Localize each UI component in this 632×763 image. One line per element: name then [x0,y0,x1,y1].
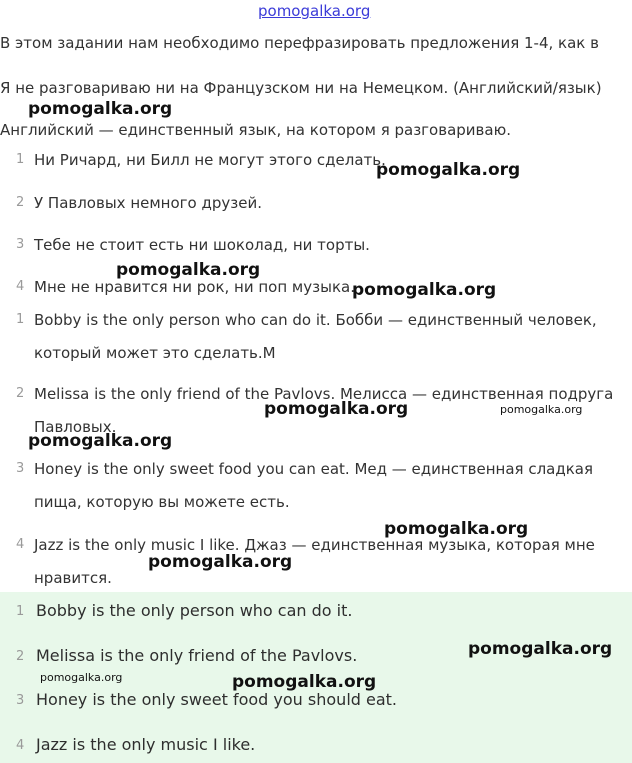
list-item: У Павловых немного друзей. [34,194,262,212]
example-sentence: Я не разговариваю ни на Французском ни на Немецком. (Английский/язык) [0,79,602,97]
list-item-line2: который может это сделать.М [34,344,276,362]
answer-item: Jazz is the only music I like. [36,735,256,754]
list-item-number: 4 [16,279,25,294]
answer-number: 3 [16,693,25,708]
list-item-number: 1 [16,152,25,167]
watermark-top-link[interactable]: pomogalka.org [258,2,371,20]
watermark: pomogalka.org [264,399,409,419]
answer-item: Bobby is the only person who can do it. [36,601,353,620]
list-item-line2: пища, которую вы можете есть. [34,493,290,511]
list-item: Мне не нравится ни рок, ни поп музыка. [34,278,355,296]
list-item-line1: Bobby is the only person who can do it. Бобби — единственный человек, [34,311,597,329]
list-item-line2: Павловых. [34,418,117,436]
watermark: pomogalka.org [148,552,293,572]
list-item-number: 2 [16,195,25,210]
list-item-number: 1 [16,312,25,327]
list-item-line1: Jazz is the only music I like. Джаз — единственная музыка, которая мне [34,536,595,554]
list-item-number: 3 [16,237,25,252]
answer-number: 2 [16,649,25,664]
intro-text: В этом задании нам необходимо перефразировать предложения 1-4, как в [0,34,599,52]
watermark: pomogalka.org [28,99,173,119]
watermark: pomogalka.org [40,671,123,684]
list-item-number: 3 [16,461,25,476]
watermark: pomogalka.org [376,160,521,180]
list-item-number: 2 [16,386,25,401]
list-item: Ни Ричард, ни Билл не могут этого сделать. [34,151,386,169]
answer-number: 4 [16,738,25,753]
answer-item: Melissa is the only friend of the Pavlovs. [36,646,358,665]
list-item-line1: Melissa is the only friend of the Pavlovs. Мелисса — единственная подруга [34,385,614,403]
answer-item: Honey is the only sweet food you should eat. [36,690,398,709]
list-item-line2: нравится. [34,569,112,587]
example-answer: Английский — единственный язык, на котором я разговариваю. [0,121,511,139]
watermark: pomogalka.org [468,639,613,659]
list-item-line1: Honey is the only sweet food you can eat. Мед — единственная сладкая [34,460,594,478]
watermark: pomogalka.org [384,519,529,539]
list-item: Тебе не стоит есть ни шоколад, ни торты. [34,236,370,254]
watermark: pomogalka.org [232,672,377,692]
list-item-number: 4 [16,537,25,552]
answer-number: 1 [16,604,25,619]
watermark: pomogalka.org [28,431,173,451]
watermark: pomogalka.org [352,280,497,300]
watermark: pomogalka.org [500,403,583,416]
watermark: pomogalka.org [116,260,261,280]
